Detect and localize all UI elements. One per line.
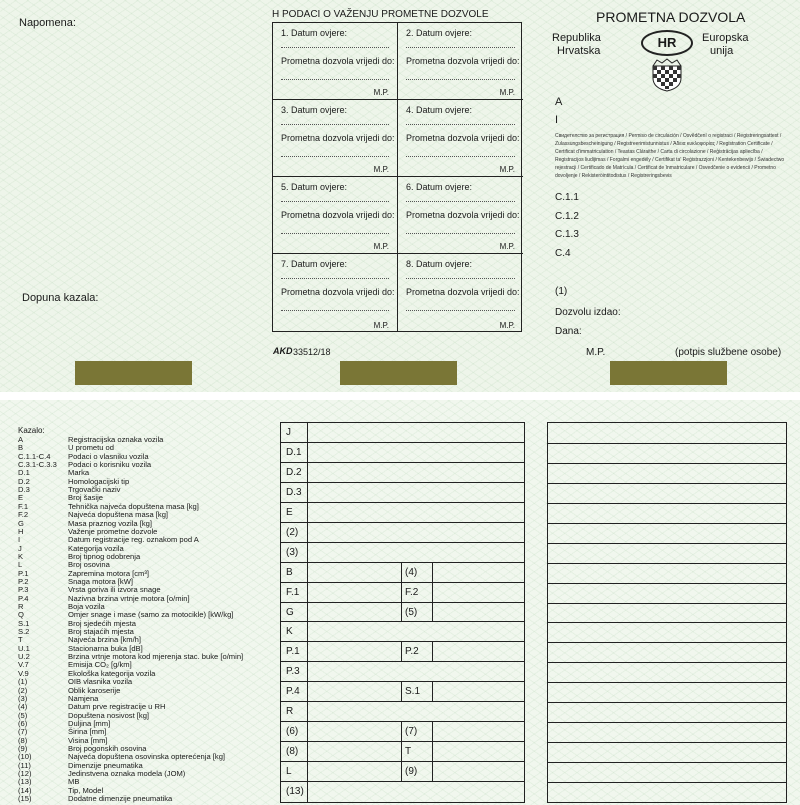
kazalo-description: Masa praznog vozila [kg]: [68, 518, 152, 528]
kazalo-description: Tehnička najveća dopuštena masa [kg]: [68, 501, 199, 511]
kazalo-code: P.4: [18, 593, 29, 603]
vrijedi-do-label: Prometna dozvola vrijedi do:: [406, 210, 520, 220]
field-code: D.3: [286, 486, 302, 498]
vrijedi-do-label: Prometna dozvola vrijedi do:: [281, 133, 395, 143]
kazalo-description: Broj tipnog odobrenja: [68, 551, 141, 561]
kazalo-code: D.1: [18, 468, 30, 478]
field-c13-label: C.1.3: [555, 229, 579, 240]
vehicle-data-table: [280, 422, 525, 803]
datum-ovjere-label: 2. Datum ovjere:: [406, 28, 473, 38]
field-code-secondary: T: [405, 746, 412, 758]
kazalo-code: (3): [18, 693, 28, 703]
datum-ovjere-label: 3. Datum ovjere:: [281, 105, 348, 115]
blank-line: [548, 762, 786, 763]
field-code: K: [286, 626, 293, 638]
table-row: [281, 682, 524, 702]
field-code: (2): [286, 526, 299, 538]
validity-cell: [273, 254, 398, 332]
kazalo-code: J: [18, 543, 22, 553]
kazalo-description: U prometu od: [68, 443, 115, 453]
field-c11-label: C.1.1: [555, 192, 579, 203]
blank-line: [548, 622, 786, 623]
kazalo-description: Dodatne dimenzije pneumatika: [68, 794, 173, 804]
kazalo-code: Q: [18, 610, 24, 620]
kazalo-description: Podaci o vlasniku vozila: [68, 451, 149, 461]
kazalo-code: B: [18, 443, 24, 453]
field-code-secondary: (4): [405, 566, 418, 578]
kazalo-code: F.1: [18, 501, 29, 511]
kazalo-description: Dimenzije pneumatika: [68, 760, 143, 770]
blank-line: [548, 523, 786, 524]
table-row: [281, 782, 524, 802]
validity-title: H PODACI O VAŽENJU PROMETNE DOZVOLE: [272, 9, 489, 20]
field-code-secondary: (5): [405, 606, 418, 618]
kazalo-code: I: [18, 535, 21, 545]
kazalo-description: Tip, Model: [68, 785, 104, 795]
validity-cell: [273, 177, 398, 254]
coat-of-arms-icon: [650, 58, 684, 92]
table-row: [281, 762, 524, 782]
kazalo-description: Širina [mm]: [68, 727, 107, 737]
datum-ovjere-label: 6. Datum ovjere:: [406, 182, 473, 192]
field-code: D.2: [286, 466, 302, 478]
mp-label: M.P.: [499, 242, 515, 251]
validity-cell: [398, 100, 523, 177]
date-label: Dana:: [555, 326, 582, 337]
table-row: [281, 603, 524, 623]
blank-line: [548, 543, 786, 544]
table-row: [281, 543, 524, 563]
kazalo-description: OIB vlasnika vozila: [68, 677, 133, 687]
kazalo-code: (9): [18, 743, 28, 753]
kazalo-description: MB: [68, 777, 80, 787]
kazalo-code: (13): [18, 777, 32, 787]
kazalo-description: Datum registracije reg. oznakom pod A: [68, 535, 199, 545]
table-row: [281, 642, 524, 662]
security-stripe-right: [610, 361, 727, 385]
kazalo-code: T: [18, 635, 23, 645]
printer-logo-icon: AKD: [273, 346, 293, 356]
kazalo-code: P.2: [18, 576, 29, 586]
table-row: [281, 662, 524, 682]
kazalo-description: Oblik karoserije: [68, 685, 121, 695]
field-code: J: [286, 427, 291, 438]
kazalo-description: Marka: [68, 468, 90, 478]
table-row: [281, 443, 524, 463]
field-code: P.1: [286, 646, 300, 658]
blank-line: [548, 503, 786, 504]
vrijedi-do-label: Prometna dozvola vrijedi do:: [281, 287, 395, 297]
field-a-label: A: [555, 96, 563, 108]
kazalo-code: (2): [18, 685, 28, 695]
field-code: R: [286, 706, 294, 718]
datum-ovjere-label: 7. Datum ovjere:: [281, 259, 348, 269]
blank-line: [548, 782, 786, 783]
print-code: 33512/18: [293, 347, 331, 357]
kazalo-code: U.2: [18, 652, 30, 662]
validity-cell: [273, 23, 398, 100]
blank-lines-table: [547, 422, 787, 803]
kazalo-description: Podaci o korisniku vozila: [68, 460, 152, 470]
kazalo-description: Trgovački naziv: [68, 485, 121, 495]
kazalo-code: (4): [18, 702, 28, 712]
datum-ovjere-label: 4. Datum ovjere:: [406, 105, 473, 115]
kazalo-code: P.1: [18, 568, 29, 578]
kazalo-code: H: [18, 526, 24, 536]
field-code: (13): [286, 786, 304, 798]
kazalo-title: Kazalo:: [18, 426, 45, 435]
kazalo-code: G: [18, 518, 24, 528]
blank-line: [548, 662, 786, 663]
field-code-secondary: P.2: [405, 646, 419, 658]
kazalo-description: Stacionarna buka [dB]: [68, 643, 143, 653]
blank-line: [548, 682, 786, 683]
kazalo-code: (11): [18, 760, 31, 770]
table-row: [281, 702, 524, 722]
validity-cell: [398, 177, 523, 254]
table-row: [281, 583, 524, 603]
field-code: E: [286, 506, 293, 518]
kazalo-description: Kategorija vozila: [68, 543, 124, 553]
kazalo-description: Namjena: [68, 693, 99, 703]
kazalo-description: Najveća brzina [km/h]: [68, 635, 142, 645]
field-code: (8): [286, 746, 299, 758]
security-stripe-center: [340, 361, 457, 385]
kazalo-description: Ekološka kategorija vozila: [68, 668, 156, 678]
kazalo-code: U.1: [18, 643, 30, 653]
kazalo-code: V.9: [18, 668, 29, 678]
vrijedi-do-label: Prometna dozvola vrijedi do:: [281, 56, 395, 66]
kazalo-code: C.3.1-C.3.3: [18, 460, 57, 470]
blank-line: [548, 563, 786, 564]
datum-ovjere-label: 8. Datum ovjere:: [406, 259, 473, 269]
table-row: [281, 622, 524, 642]
kazalo-description: Brzina vrtnje motora kod mjerenja stac. buke [o/min]: [68, 652, 244, 662]
blank-line: [548, 483, 786, 484]
kazalo-description: Boja vozila: [68, 602, 105, 611]
kazalo-code: C.1.1-C.4: [18, 451, 51, 461]
kazalo-code: P.3: [18, 585, 29, 595]
field-i-label: I: [555, 114, 559, 126]
mp-label: M.P.: [373, 165, 389, 174]
kazalo-description: Visina [mm]: [68, 735, 108, 745]
hrvatska-label: Hrvatska: [557, 45, 601, 57]
kazalo-code: S.1: [18, 618, 30, 628]
kazalo-code: (14): [18, 785, 32, 795]
field-1-label: (1): [555, 286, 568, 297]
unija-label: unija: [710, 45, 734, 57]
kazalo-code: V.7: [18, 660, 29, 670]
kazalo-code: (7): [18, 727, 28, 737]
blank-line: [548, 463, 786, 464]
blank-line: [548, 742, 786, 743]
table-row: [281, 722, 524, 742]
field-code-secondary: F.2: [405, 586, 419, 598]
stamp-place-label: M.P.: [586, 347, 606, 358]
kazalo-code: (12): [18, 769, 32, 778]
kazalo-code: R: [18, 602, 24, 611]
country-code: HR: [657, 35, 677, 50]
mp-label: M.P.: [499, 88, 515, 97]
kazalo-description: Najveća dopuštena masa [kg]: [68, 510, 169, 520]
blank-line: [548, 603, 786, 604]
table-row: [281, 523, 524, 543]
field-code: P.3: [286, 666, 300, 678]
blank-line: [548, 642, 786, 643]
napomena-label: Napomena:: [19, 17, 76, 29]
table-row: [281, 463, 524, 483]
validity-cell: [398, 254, 523, 332]
field-code: P.4: [286, 686, 300, 698]
vrijedi-do-label: Prometna dozvola vrijedi do:: [281, 210, 395, 220]
validity-cell: [273, 100, 398, 177]
vrijedi-do-label: Prometna dozvola vrijedi do:: [406, 56, 520, 66]
kazalo-description: Registracijska oznaka vozila: [68, 435, 164, 444]
blank-line: [548, 722, 786, 723]
kazalo-description: Omjer snage i mase (samo za motocikle) [kW/kg]: [68, 610, 234, 620]
field-code-secondary: S.1: [405, 686, 421, 698]
mp-label: M.P.: [373, 88, 389, 97]
signature-label: (potpis službene osobe): [675, 347, 782, 358]
document-title: PROMETNA DOZVOLA: [596, 9, 746, 25]
mp-label: M.P.: [373, 321, 389, 330]
country-code-oval: [641, 30, 693, 56]
kazalo-description: Emisija CO₂ [g/km]: [68, 660, 132, 670]
field-code: L: [286, 766, 292, 778]
kazalo-code: K: [18, 551, 24, 561]
kazalo-code: S.2: [18, 627, 30, 637]
kazalo-description: Broj šasije: [68, 493, 104, 503]
kazalo-code: (6): [18, 718, 28, 728]
kazalo-code: (1): [18, 677, 28, 687]
kazalo-description: Broj sjedećih mjesta: [68, 618, 136, 628]
field-code: G: [286, 606, 294, 618]
kazalo-description: Nazivna brzina vrtnje motora [o/min]: [68, 593, 190, 603]
blank-line: [548, 443, 786, 444]
kazalo-description: Snaga motora [kW]: [68, 576, 133, 586]
kazalo-description: Dopuštena nosivost [kg]: [68, 710, 150, 720]
kazalo-code: (15): [18, 794, 32, 804]
kazalo-description: Najveća dopuštena osovinska opterećenja [kg]: [68, 752, 226, 762]
kazalo-code: (8): [18, 735, 28, 745]
field-code: (3): [286, 546, 299, 558]
field-code-secondary: (7): [405, 726, 418, 738]
europska-label: Europska: [702, 32, 749, 44]
mp-label: M.P.: [499, 165, 515, 174]
table-row: [281, 742, 524, 762]
kazalo-description: Datum prve registracije u RH: [68, 702, 166, 712]
mp-label: M.P.: [499, 321, 515, 330]
field-code: B: [286, 566, 293, 578]
mp-label: M.P.: [373, 242, 389, 251]
kazalo-description: Jedinstvena oznaka modela (JOM): [68, 769, 186, 778]
kazalo-description: Duljina [mm]: [68, 718, 111, 728]
validity-cell: [398, 23, 523, 100]
table-row: [281, 483, 524, 503]
vrijedi-do-label: Prometna dozvola vrijedi do:: [406, 287, 520, 297]
document-front-side: [0, 0, 800, 392]
kazalo-code: L: [18, 560, 23, 570]
kazalo-description: Vrsta goriva ili izvora snage: [68, 585, 161, 595]
kazalo-code: D.2: [18, 476, 30, 486]
security-stripe-left: [75, 361, 192, 385]
datum-ovjere-label: 1. Datum ovjere:: [281, 28, 348, 38]
kazalo-description: Važenje prometne dozvole: [68, 526, 158, 536]
blank-line: [548, 583, 786, 584]
field-code: F.1: [286, 586, 300, 598]
table-row: [281, 423, 524, 443]
kazalo-description: Broj stajaćih mjesta: [68, 627, 134, 637]
vrijedi-do-label: Prometna dozvola vrijedi do:: [406, 133, 520, 143]
republika-label: Republika: [552, 32, 601, 44]
field-code-secondary: (9): [405, 766, 418, 778]
document-back-side: [0, 400, 800, 805]
issued-by-label: Dozvolu izdao:: [555, 307, 621, 318]
dopuna-kazala-label: Dopuna kazala:: [22, 292, 99, 304]
field-c12-label: C.1.2: [555, 211, 579, 222]
kazalo-code: (5): [18, 710, 28, 720]
kazalo-code: D.3: [18, 485, 30, 495]
validity-grid: [272, 22, 522, 332]
kazalo-description: Broj pogonskih osovina: [68, 743, 147, 753]
datum-ovjere-label: 5. Datum ovjere:: [281, 182, 348, 192]
blank-line: [548, 702, 786, 703]
kazalo-code: E: [18, 493, 24, 503]
kazalo-code: A: [18, 435, 24, 444]
kazalo-description: Homologacijski tip: [68, 476, 130, 486]
kazalo-code: F.2: [18, 510, 29, 520]
field-code: (6): [286, 726, 299, 738]
multilingual-certificate-text: Свидетелство за регистрация / Permiso de circulación / Osvědčení o registraci / Registreringsattest / Zulassungsbescheinigung / Registreerimistunnistus / Άδεια κυκλοφορίας / Registration Certificate / Certificat d'immatriculation / Teastas Cláraithe / Carta di circolazione / Reģistrācijas apliecība / Registracijos liudijimas / Forgalmi engedély / Certifikat ta' Reġistrazzjoni / Kentekenbewijs / Świadectwo rejestracji / Certificado de Matrícula / Certificat de înmatriculare / Osvedčenie o evidencii / Prometno dovoljenje / Rekisteröintitodistus / Registreringsbevis: [555, 133, 785, 179]
field-code: D.1: [286, 446, 302, 458]
field-c4-label: C.4: [555, 248, 571, 259]
kazalo-code: (10): [18, 752, 32, 762]
table-row: [281, 563, 524, 583]
table-row: [281, 503, 524, 523]
kazalo-description: Zapremina motora [cm³]: [68, 568, 150, 578]
kazalo-description: Broj osovina: [68, 560, 110, 570]
